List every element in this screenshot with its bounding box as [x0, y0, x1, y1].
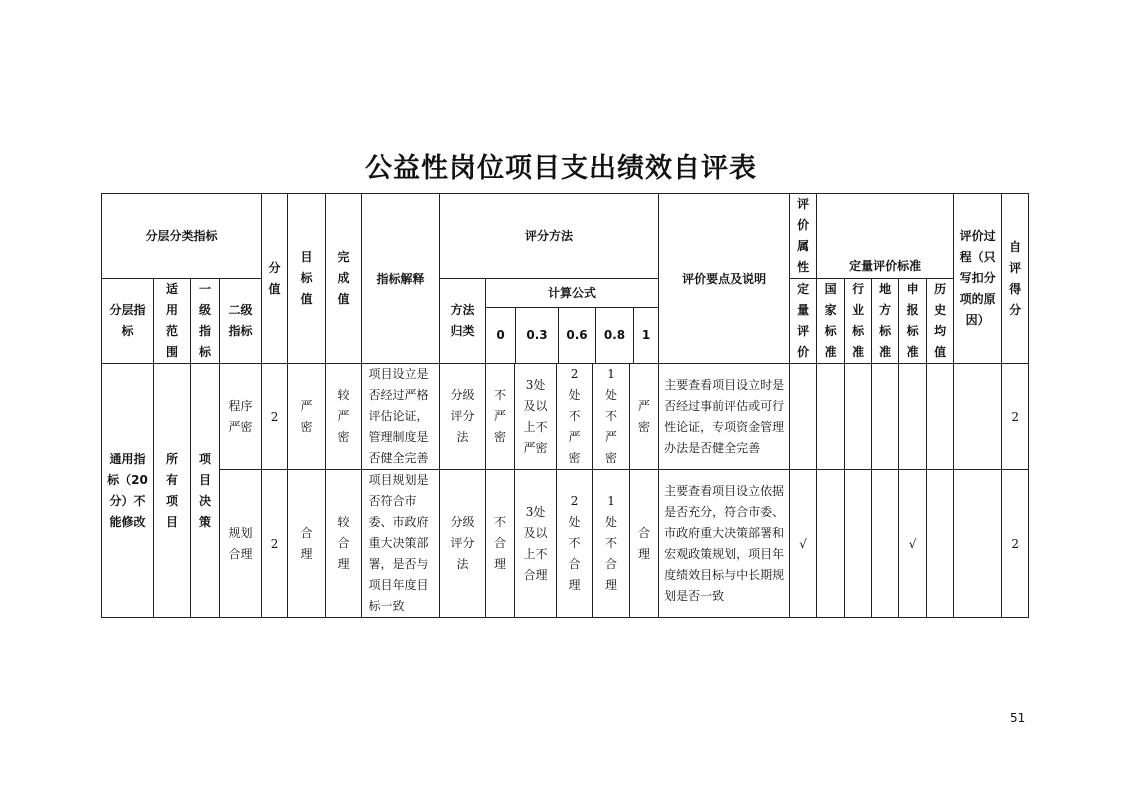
row-formula-06: 2处不严密	[557, 364, 593, 470]
table-row	[102, 470, 1029, 618]
row-process-reason	[954, 364, 1002, 470]
header-quant-standard: 定量评价标准	[817, 194, 954, 279]
header-formula-1: 1	[641, 328, 651, 342]
header-process-reason: 评价过程（只写扣分项的原因）	[954, 194, 1002, 364]
header-declared-std: 申报标准	[899, 279, 927, 364]
row-historical-avg	[927, 364, 954, 470]
row-national-std	[817, 364, 845, 470]
row-score: 2	[262, 470, 288, 618]
row-formula-0: 不合理	[486, 470, 515, 618]
row-level2: 规划合理	[220, 470, 262, 618]
row-process-reason	[954, 470, 1002, 618]
row-industry-std	[845, 364, 872, 470]
group-layer-indicator: 通用指标（20分）不能修改	[102, 364, 154, 618]
header-quant-eval: 定量评价	[790, 279, 817, 364]
row-declared-std: √	[899, 470, 927, 618]
row-actual: 较合理	[326, 470, 362, 618]
header-industry-std: 行业标准	[845, 279, 872, 364]
header-historical-avg: 历史均值	[927, 279, 954, 364]
header-actual-value: 完成值	[326, 194, 362, 364]
table-row	[102, 364, 1029, 470]
row-self-score: 2	[1002, 470, 1029, 618]
evaluation-table	[101, 193, 1029, 618]
header-target-value: 目标值	[288, 194, 326, 364]
header-formula-06: 0.6	[559, 308, 596, 363]
row-formula-03: 3处及以上不严密	[515, 364, 557, 470]
row-method-type: 分级评分法	[440, 364, 486, 470]
header-indicator-explanation: 指标解释	[362, 194, 440, 364]
header-scoring-method: 评分方法	[440, 194, 659, 279]
header-formula-block	[486, 279, 659, 364]
page-number: 51	[1010, 711, 1026, 725]
row-industry-std	[845, 470, 872, 618]
row-evaluation-points: 主要查看项目设立时是否经过事前评估或可行性论证，专项资金管理办法是否健全完善	[659, 364, 790, 470]
row-declared-std	[899, 364, 927, 470]
header-method-type: 方法归类	[440, 279, 486, 364]
row-local-std	[872, 470, 899, 618]
row-formula-1: 严密	[630, 364, 659, 470]
row-historical-avg	[927, 470, 954, 618]
row-local-std	[872, 364, 899, 470]
row-formula-06: 2处不合理	[557, 470, 593, 618]
header-national-std: 国家标准	[817, 279, 845, 364]
header-eval-attribute: 评价属性	[790, 194, 817, 279]
row-formula-08: 1处不合理	[593, 470, 630, 618]
row-quant-eval: √	[790, 470, 817, 618]
header-formula: 计算公式	[486, 279, 658, 308]
row-target: 严密	[288, 364, 326, 470]
header-formula-08: 0.8	[596, 308, 634, 363]
row-formula-0: 不严密	[486, 364, 515, 470]
header-formula-03: 0.3	[516, 308, 559, 363]
header-level2: 二级指标	[220, 279, 262, 364]
page-title: 公益性岗位项目支出绩效自评表	[365, 153, 757, 184]
row-explanation: 项目规划是否符合市委、市政府重大决策部署，是否与项目年度目标一致	[362, 470, 440, 618]
row-formula-08: 1处不严密	[593, 364, 630, 470]
header-level1: 一级指标	[191, 279, 220, 364]
group-scope: 所有项目	[154, 364, 191, 618]
header-formula-0: 0	[486, 308, 516, 363]
header-evaluation-points: 评价要点及说明	[659, 194, 790, 364]
row-formula-03: 3处及以上不合理	[515, 470, 557, 618]
header-score-value: 分值	[262, 194, 288, 364]
row-formula-1: 合理	[630, 470, 659, 618]
header-layered-indicator: 分层分类指标	[102, 194, 262, 279]
row-self-score: 2	[1002, 364, 1029, 470]
header-layer-indicator: 分层指标	[102, 279, 154, 364]
header-local-std: 地方标准	[872, 279, 899, 364]
row-score: 2	[262, 364, 288, 470]
row-actual: 较严密	[326, 364, 362, 470]
row-target: 合理	[288, 470, 326, 618]
row-national-std	[817, 470, 845, 618]
group-level1: 项目决策	[191, 364, 220, 618]
header-scope: 适用范围	[154, 279, 191, 364]
row-evaluation-points: 主要查看项目设立依据是否充分，符合市委、市政府重大决策部署和宏观政策规划，项目年度绩效目标与中长期规划是否一致	[659, 470, 790, 618]
row-level2: 程序严密	[220, 364, 262, 470]
row-quant-eval	[790, 364, 817, 470]
header-self-score: 自评得分	[1002, 194, 1029, 364]
row-method-type: 分级评分法	[440, 470, 486, 618]
row-explanation: 项目设立是否经过严格评估论证，管理制度是否健全完善	[362, 364, 440, 470]
